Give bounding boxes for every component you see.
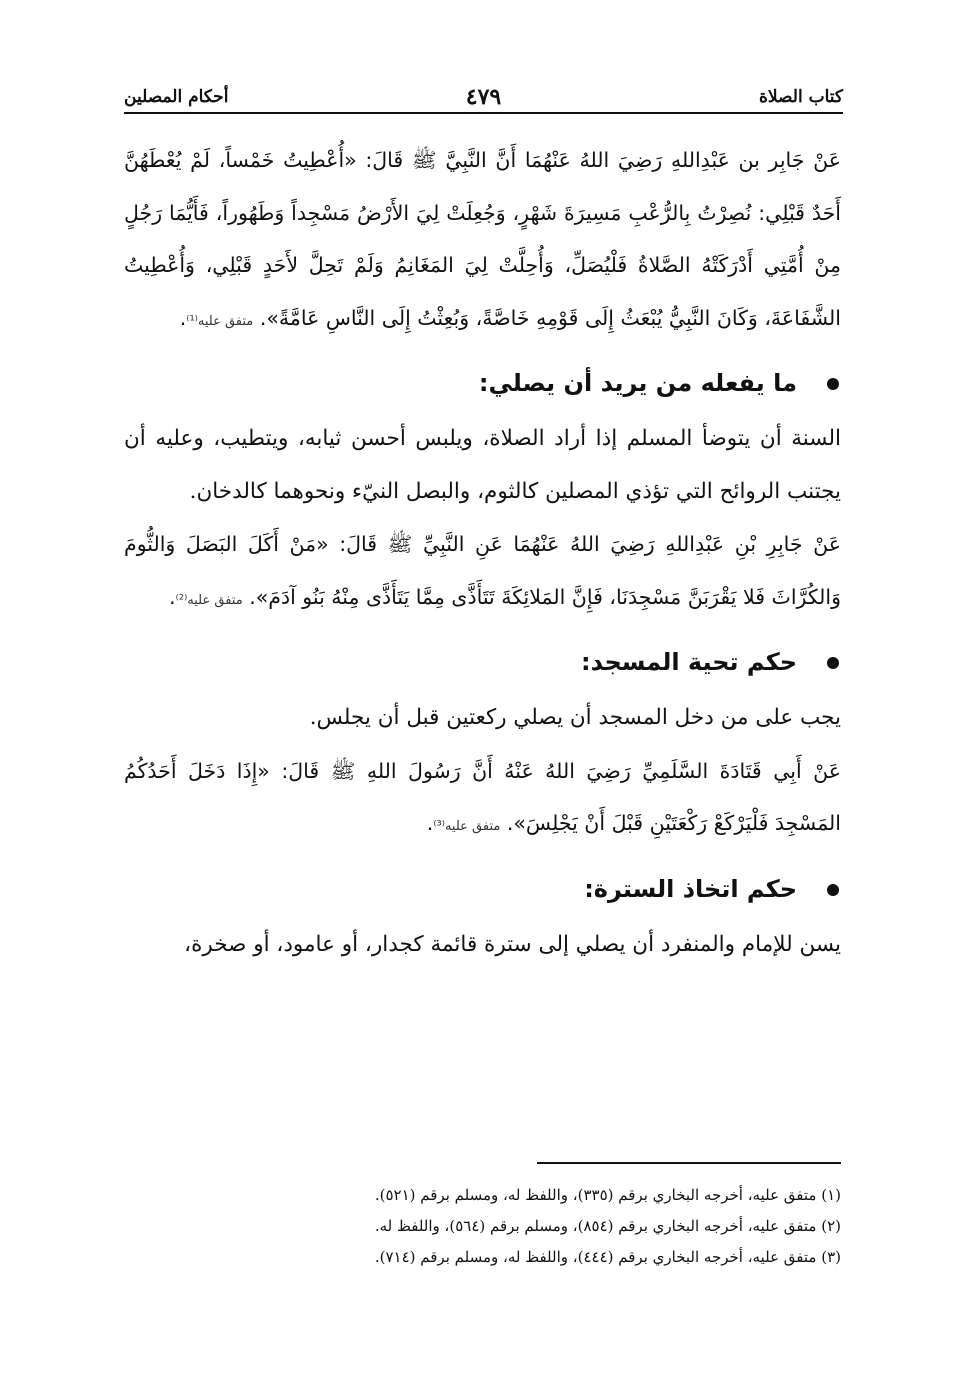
section-heading-before-prayer: ما يفعله من يريد أن يصلي: [124, 357, 841, 409]
bullet-icon [827, 657, 839, 669]
chapter-title: كتاب الصلاة [758, 87, 843, 107]
section-heading-tahiyyat-masjid: حكم تحية المسجد: [124, 636, 841, 688]
hadith-jabir-garlic-onion: عَنْ جَابِرِ بْنِ عَبْدِاللهِ رَضِيَ اللهُ عَنْهُمَا عَنِ النَّبِيِّ ﷺ قَالَ: «مَنْ أَكَلَ البَصَلَ وَالثُّومَ وَالكُرَّاثَ فَلا يَقْرَبَنَّ مَسْجِدَنَا، فَإِنَّ المَلائِكَةَ تَتَأَذَّى مِمَّا يَتَأَذَّى مِنْهُ بَنُو آدَمَ». متفق عليه⁽²⁾. [124, 532, 841, 609]
page-number: ٤٧٩ [465, 84, 502, 110]
hadith-reference: متفق عليه⁽³⁾ [433, 819, 501, 834]
section-title: أحكام المصلين [124, 87, 229, 107]
bullet-icon [827, 378, 839, 390]
footnote-1: (١) متفق عليه، أخرجه البخاري برقم (٣٣٥)، واللفظ له، ومسلم برقم (٥٢١). [374, 1186, 841, 1204]
footnote-divider [537, 1162, 841, 1164]
hadith-jabir-five-things: عَنْ جَابِر بن عَبْدِاللهِ رَضِيَ اللهُ عَنْهُمَا أَنَّ النَّبِيَّ ﷺ قَالَ: «أُعْطِيتُ خَمْساً، لَمْ يُعْطَهُنَّ أَحَدٌ قَبْلِي: نُصِرْتُ بِالرُّعْبِ مَسِيرَةَ شَهْرٍ، وَجُعِلَتْ لِيَ الأَرْضُ مَسْجِداً وَطَهُوراً، فَأَيُّمَا رَجُلٍ مِنْ أُمَّتِي أَدْرَكَتْهُ الصَّلاةُ فَلْيُصَلِّ، وَأُحِلَّتْ لِيَ المَغَانِمُ وَلَمْ تَحِلَّ لأَحَدٍ قَبْلِي، وَأُعْطِيتُ الشَّفَاعَةَ، وَكَانَ النَّبِيُّ يُبْعَثُ إِلَى قَوْمِهِ خَاصَّةً، وَبُعِثْتُ إِلَى النَّاسِ عَامَّةً». متفق عليه⁽¹⁾. [124, 148, 841, 330]
footnotes [124, 1180, 841, 1273]
footnote-2: (٢) متفق عليه، أخرجه البخاري برقم (٨٥٤)، ومسلم برقم (٥٦٤)، واللفظ له. [374, 1217, 841, 1235]
hadith-reference: متفق عليه⁽²⁾ [175, 592, 243, 608]
paragraph-sutrah-ruling: يسن للإمام والمنفرد أن يصلي إلى سترة قائمة كجدار، أو عامود، أو صخرة، [184, 931, 841, 957]
hadith-reference: متفق عليه⁽¹⁾ [186, 313, 254, 329]
main-text [124, 134, 841, 971]
section-heading-sutrah: حكم اتخاذ السترة: [124, 863, 841, 915]
paragraph-prayer-preparation: السنة أن يتوضأ المسلم إذا أراد الصلاة، ويلبس أحسن ثيابه، ويتطيب، وعليه أن يجتنب الروائح التي تؤذي المصلين كالثوم، والبصل النيّء ونحوهما كالدخان. [124, 426, 841, 504]
page-header [124, 82, 843, 114]
paragraph-tahiyyat-ruling: يجب على من دخل المسجد أن يصلي ركعتين قبل أن يجلس. [309, 705, 841, 730]
footnote-3: (٣) متفق عليه، أخرجه البخاري برقم (٤٤٤)، واللفظ له، ومسلم برقم (٧١٤). [374, 1248, 841, 1266]
bullet-icon [827, 884, 839, 896]
hadith-abu-qatadah: عَنْ أَبِي قَتَادَةَ السَّلَمِيِّ رَضِيَ اللهُ عَنْهُ أَنَّ رَسُولَ اللهِ ﷺ قَالَ: «إِذَا دَخَلَ أَحَدُكُمُ المَسْجِدَ فَلْيَرْكَعْ رَكْعَتَيْنِ قَبْلَ أَنْ يَجْلِسَ». متفق عليه⁽³⁾. [124, 758, 841, 835]
